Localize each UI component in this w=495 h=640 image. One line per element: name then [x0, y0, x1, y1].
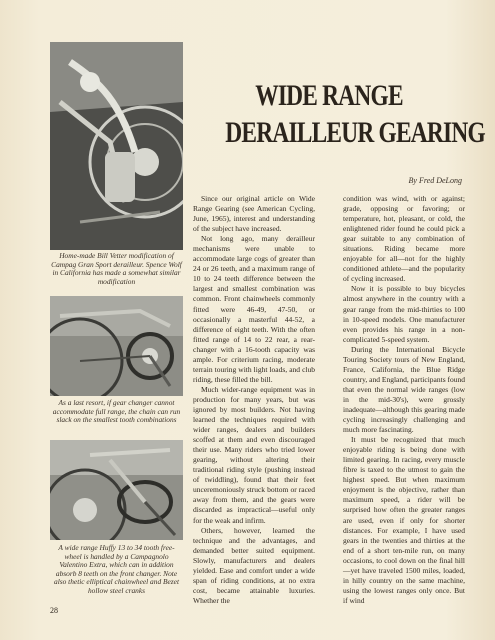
article-title-line1: WIDE RANGE	[255, 79, 403, 112]
paragraph: condition was wind, with or against; grade, opposing or favoring; or temperature, hot, pleasant, or cold, the enlightened rider found he could pick a gear suitable to any combination of situations. Riding became more enjoyable for all—not for the highly conditioned athlete—and the popularity of cycling increased.	[343, 194, 465, 284]
article-column-1	[193, 194, 315, 606]
article-column-2	[343, 194, 465, 606]
article-byline: By Fred DeLong	[408, 176, 462, 185]
article-title-line2: DERAILLEUR GEARING	[225, 116, 485, 149]
photo-slack-chain	[50, 296, 183, 396]
paragraph: Now it is possible to buy bicycles almost anywhere in the country with a gear range from the mid-thirties to 100 in 10-speed models. One manufacturer even provides his range in a non-complicated 5-speed system.	[343, 284, 465, 344]
paragraph: Not long ago, many derailleur mechanisms were unable to accommodate large cogs of greater than 24 or 26 teeth, and a maximum range of 10 to 24 teeth difference between the largest and smallest combination was common. Front chainwheels commonly fitted were 46-49, 47-50, or occasionally a masterful 44-52, a difference of eight teeth. With the often fitted range of 14 to 22 rear, a rear-changer with a 16-tooth capacity was ample. For criterium racing, moderate terrain touring with light loads, and club riding, these filled the bill.	[193, 234, 315, 384]
photo2-caption: As a last resort, if gear changer cannot accommodate full range, the chain can run slack on the smallest tooth combinations	[52, 398, 181, 425]
paragraph: Others, however, learned the technique and the advantages, and demanded better suited equipment. Slowly, manufacturers and dealers yielded. Ease and comfort under a wide span of riding conditions, at no extra cost, became attainable luxuries. Whether the	[193, 525, 315, 605]
paragraph: During the International Bicycle Touring Society tours of New England, France, California, the Blue Ridge country, and England, participants found that even the normal wide ranges (low in the mid-30's), were grossly inadequate—although this gearing made cycling increasingly challenging and much more fascinating.	[343, 344, 465, 435]
photo1-caption: Home-made Bill Vetter modification of Campag Gran Sport derailleur. Spence Wolf in California has made a somewhat similar modification	[51, 251, 182, 286]
paragraph: Much wider-range equipment was in production for many years, but was ignored by most builders. Not having learned the techniques required with wider ranges, dealers and builders scoffed at them and even discouraged their use. Many riders who tried lower gearing, without altering their traditional riding style (pushing instead of twiddling), found that their feet unceremoniously struck bottom or raced away from them, and the gears were discarded as impractical—useful only for the weak and infirm.	[193, 384, 315, 525]
paragraph: Since our original article on Wide Range Gearing (see American Cycling, June, 1965), interest and understanding of the subject have increased.	[193, 194, 315, 234]
photo-huffy-freewheel	[50, 440, 183, 540]
photo3-caption: A wide range Huffy 13 to 34 tooth free-wheel is handled by a Campagnolo Valentino Extra, which can in addition absorb 8 teeth on the front changer. Note also thetic elliptical chainwheel and Bezet hollow steel cranks	[54, 543, 179, 595]
page-number: 28	[50, 606, 58, 615]
photo-derailleur-modification	[50, 42, 183, 250]
paragraph: It must be recognized that much enjoyable riding is being done with limited gearing. In racing, every muscle fibre is taxed to the utmost to gain the highest speed. But when maximum enjoyment is the objective, rather than maximum speed, a rider will be surprised how often the greater ranges are used, even if only for shorter distances. For example, I have used gears in the twenties and thirties at the end of a short ten-mile run, on many occasions, to cool down on the final hill—yet have traveled 1500 miles, loaded, in hilly country on the same machine, using the lowest ranges only once. But if wind	[343, 435, 465, 605]
